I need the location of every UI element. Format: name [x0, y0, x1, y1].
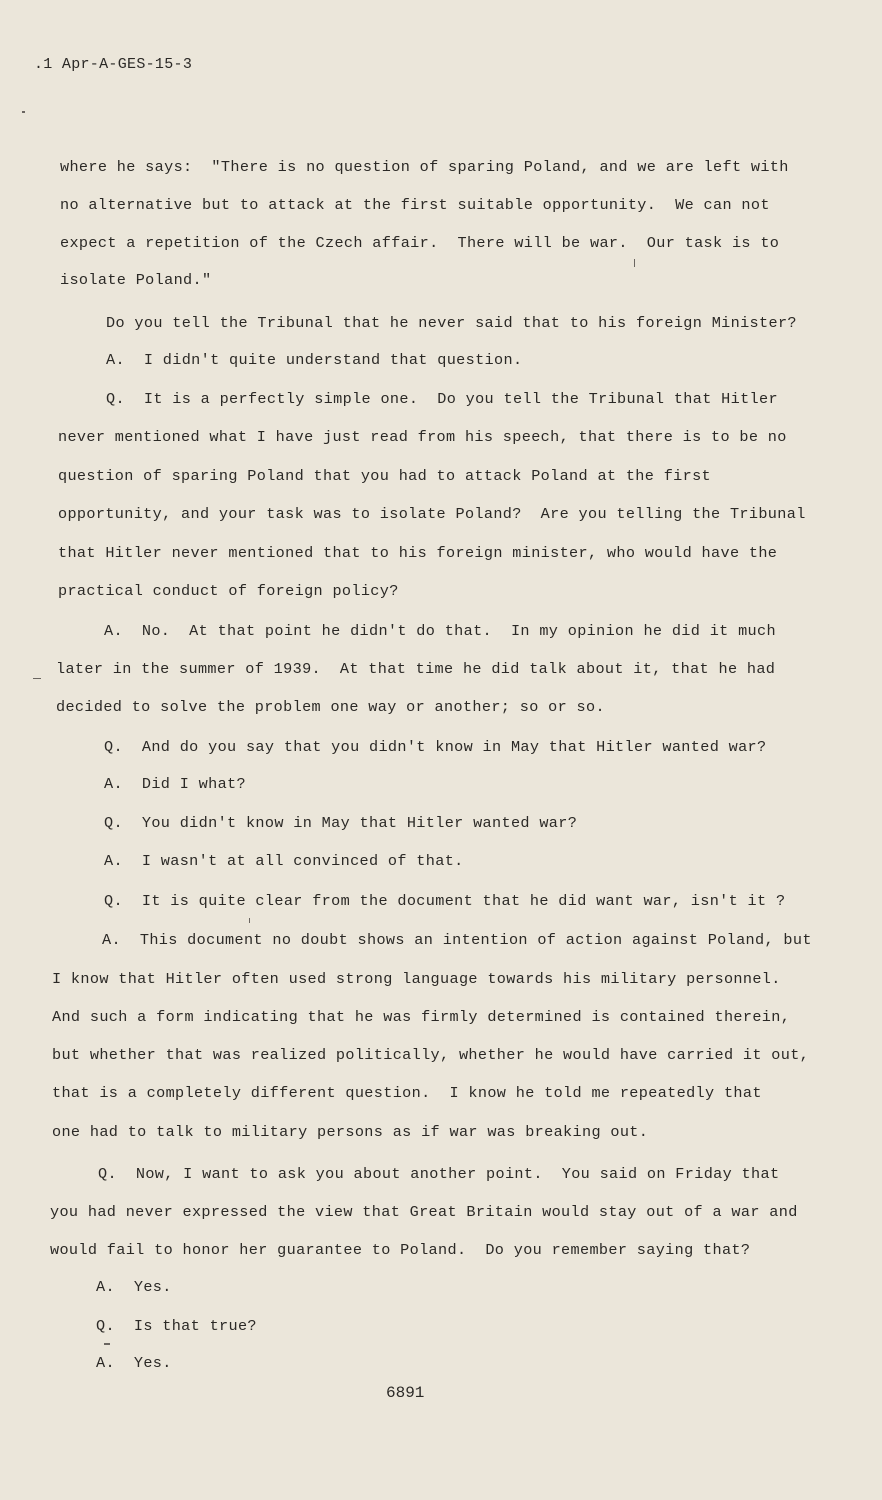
text-line-20: Q. It is quite clear from the document that he did want war, isn't it ?	[104, 892, 786, 910]
text-line-25: that is a completely different question. I know he told me repeatedly that	[52, 1084, 762, 1102]
text-line-11: that Hitler never mentioned that to his foreign minister, who would have the	[58, 544, 778, 562]
text-line-28: you had never expressed the view that Great Britain would stay out of a war and	[50, 1203, 798, 1221]
text-line-19: A. I wasn't at all convinced of that.	[104, 852, 464, 870]
stray-mark	[249, 918, 250, 923]
text-line-17: A. Did I what?	[104, 775, 246, 793]
text-line-29: would fail to honor her guarantee to Poland. Do you remember saying that?	[50, 1241, 751, 1259]
text-line-14: later in the summer of 1939. At that time he did talk about it, that he had	[56, 660, 776, 678]
text-line-3: expect a repetition of the Czech affair. There will be war. Our task is to	[60, 234, 780, 252]
text-line-15: decided to solve the problem one way or another; so or so.	[56, 698, 605, 716]
text-line-23: And such a form indicating that he was firmly determined is contained therein,	[52, 1008, 791, 1026]
page-number: 6891	[386, 1384, 425, 1402]
text-line-13: A. No. At that point he didn't do that. In my opinion he did it much	[104, 622, 776, 640]
stray-mark	[634, 259, 635, 267]
text-line-2: no alternative but to attack at the first suitable opportunity. We can not	[60, 196, 770, 214]
text-line-32: A. Yes.	[96, 1354, 172, 1372]
text-line-27: Q. Now, I want to ask you about another point. You said on Friday that	[98, 1165, 780, 1183]
text-line-26: one had to talk to military persons as if war was breaking out.	[52, 1123, 649, 1141]
text-line-31: Q. Is that true?	[96, 1317, 257, 1335]
text-line-7: Q. It is a perfectly simple one. Do you tell the Tribunal that Hitler	[106, 390, 778, 408]
text-line-16: Q. And do you say that you didn't know in May that Hitler wanted war?	[104, 738, 767, 756]
text-line-8: never mentioned what I have just read from his speech, that there is to be no	[58, 428, 787, 446]
text-line-22: I know that Hitler often used strong language towards his military personnel.	[52, 970, 781, 988]
text-line-21: A. This document no doubt shows an intention of action against Poland, but	[102, 931, 812, 949]
text-line-5: Do you tell the Tribunal that he never said that to his foreign Minister?	[106, 314, 797, 332]
text-line-10: opportunity, and your task was to isolate Poland? Are you telling the Tribunal	[58, 505, 806, 523]
stray-mark	[22, 111, 25, 113]
text-line-1: where he says: "There is no question of sparing Poland, and we are left with	[60, 158, 789, 176]
document-reference: .1 Apr-A-GES-15-3	[34, 56, 193, 73]
text-line-18: Q. You didn't know in May that Hitler wanted war?	[104, 814, 578, 832]
text-line-4: isolate Poland."	[60, 271, 212, 289]
text-line-30: A. Yes.	[96, 1278, 172, 1296]
stray-mark	[104, 1343, 110, 1345]
stray-mark	[33, 678, 41, 679]
text-line-6: A. I didn't quite understand that question.	[106, 351, 523, 369]
text-line-24: but whether that was realized politically, whether he would have carried it out,	[52, 1046, 810, 1064]
text-line-9: question of sparing Poland that you had to attack Poland at the first	[58, 467, 712, 485]
text-line-12: practical conduct of foreign policy?	[58, 582, 399, 600]
